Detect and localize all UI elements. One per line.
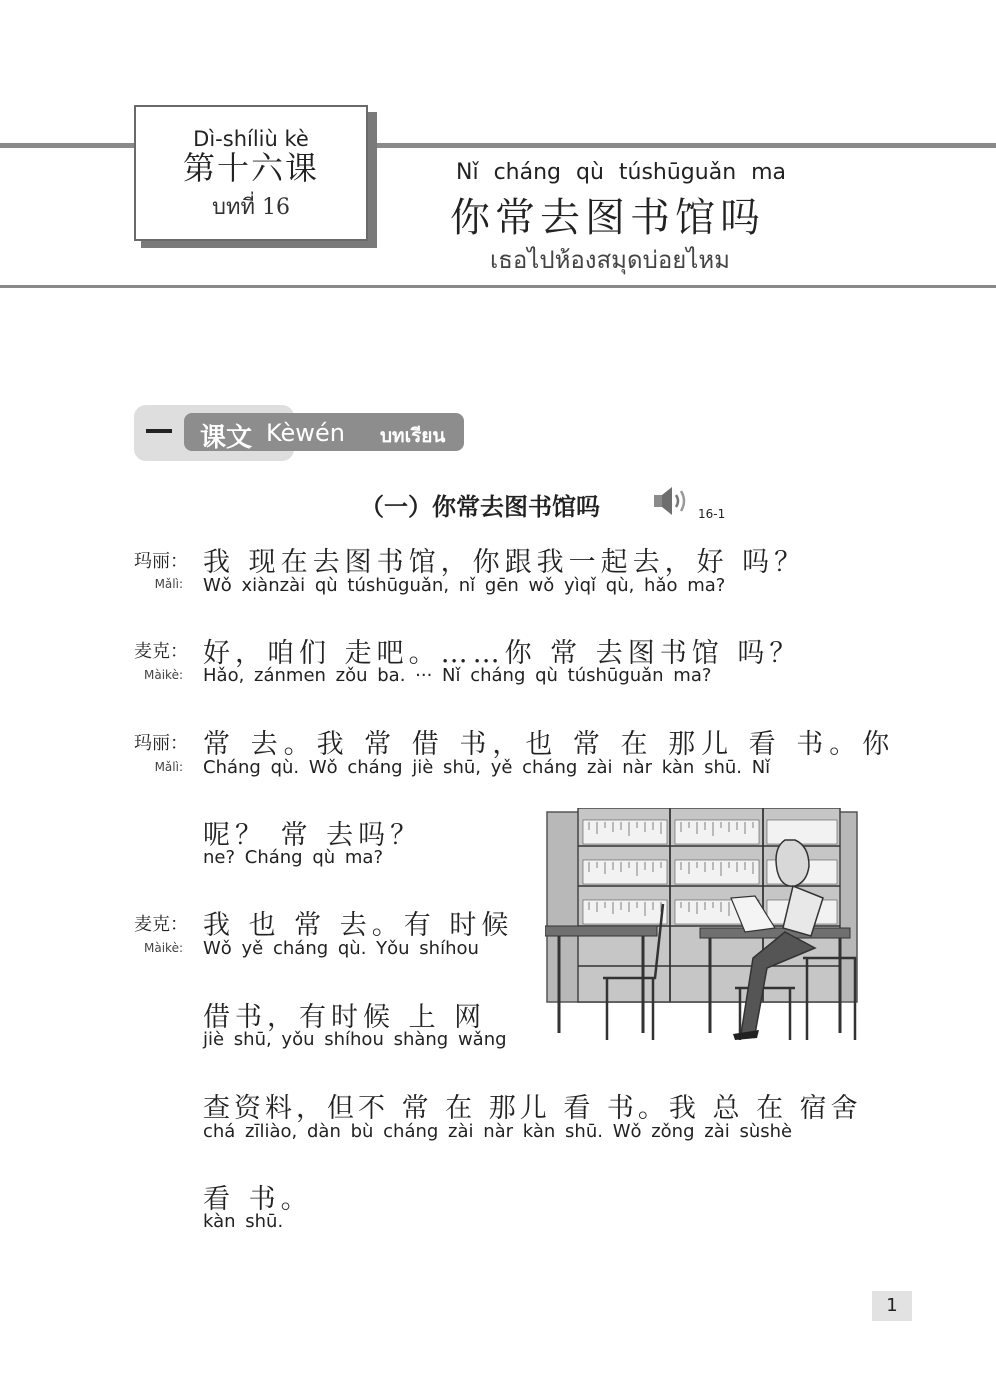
dialogue-line-cn: 常 去。我 常 借 书，也 常 在 那儿 看 书。你: [203, 729, 896, 760]
lesson-pinyin: Dì-shíliù kè: [193, 127, 309, 151]
dialogue-line-pinyin: jiè shū, yǒu shíhou shàng wǎng: [203, 1029, 507, 1050]
lesson-number-cn: 第十六课: [182, 149, 319, 187]
section-label: [184, 413, 464, 451]
dialogue-line-cn: 看 书。: [203, 1184, 313, 1215]
dialogue-line-pinyin: Wǒ yě cháng qù. Yǒu shíhou: [203, 938, 479, 959]
speaker-name-pinyin: Mǎlì:: [154, 760, 183, 774]
dialogue-line-cn: 好，咱们 走吧。……你 常 去图书馆 吗？: [203, 638, 802, 669]
header-rule-bottom: [0, 285, 996, 288]
dialogue-line-cn: 呢？ 常 去吗？: [203, 820, 423, 851]
section-label-cn: 课文: [200, 423, 253, 453]
dialogue-line-pinyin: Wǒ xiànzài qù túshūguǎn, nǐ gēn wǒ yìqǐ qù, hǎo ma?: [203, 575, 726, 596]
title-pinyin: Nǐ cháng qù túshūguǎn ma: [456, 160, 787, 185]
lesson-number-th: บทที่ 16: [212, 195, 290, 220]
section-label-pinyin: Kèwén: [266, 419, 345, 447]
speaker-name-pinyin: Màikè:: [144, 941, 183, 955]
dialogue-line-pinyin: Cháng qù. Wǒ cháng jiè shū, yě cháng zài nàr kàn shū. Nǐ: [203, 757, 771, 778]
dialogue-line-cn: 查资料，但不 常 在 那儿 看 书。我 总 在 宿舍: [203, 1093, 862, 1124]
speaker-name-cn: 玛丽：: [134, 551, 188, 572]
library-illustration: [545, 808, 859, 1046]
title-thai: เธอไปห้องสมุดบ่อยไหม: [490, 246, 730, 274]
speaker-audio-icon[interactable]: [652, 484, 692, 518]
page-title: 你常去图书馆吗: [450, 195, 765, 241]
dialogue-line-pinyin: chá zīliào, dàn bù cháng zài nàr kàn shū. Wǒ zǒng zài sùshè: [203, 1121, 793, 1142]
audio-track-number: 16-1: [698, 507, 726, 521]
dialogue-line-cn: 我 现在去图书馆，你跟我一起去，好 吗？: [203, 547, 807, 578]
dialogue-line-pinyin: kàn shū.: [203, 1211, 284, 1232]
speaker-name-pinyin: Mǎlì:: [154, 577, 183, 591]
dialogue-line-cn: 借书，有时候 上 网: [203, 1002, 487, 1033]
section-label-th: บทเรียน: [380, 425, 446, 447]
speaker-name-cn: 麦克：: [134, 914, 188, 935]
speaker-name-cn: 玛丽：: [134, 733, 188, 754]
dialogue-line-cn: 我 也 常 去。有 时候: [203, 910, 514, 941]
speaker-name-cn: 麦克：: [134, 641, 188, 662]
section-number: [146, 429, 172, 433]
dialogue-line-pinyin: Hǎo, zánmen zǒu ba. ··· Nǐ cháng qù túshūguǎn ma?: [203, 665, 712, 686]
page-number: 1: [872, 1291, 912, 1321]
text-title: （一）你常去图书馆吗: [360, 492, 600, 521]
lesson-box: [134, 105, 368, 241]
speaker-name-pinyin: Màikè:: [144, 668, 183, 682]
dialogue-line-pinyin: ne? Cháng qù ma?: [203, 847, 383, 868]
